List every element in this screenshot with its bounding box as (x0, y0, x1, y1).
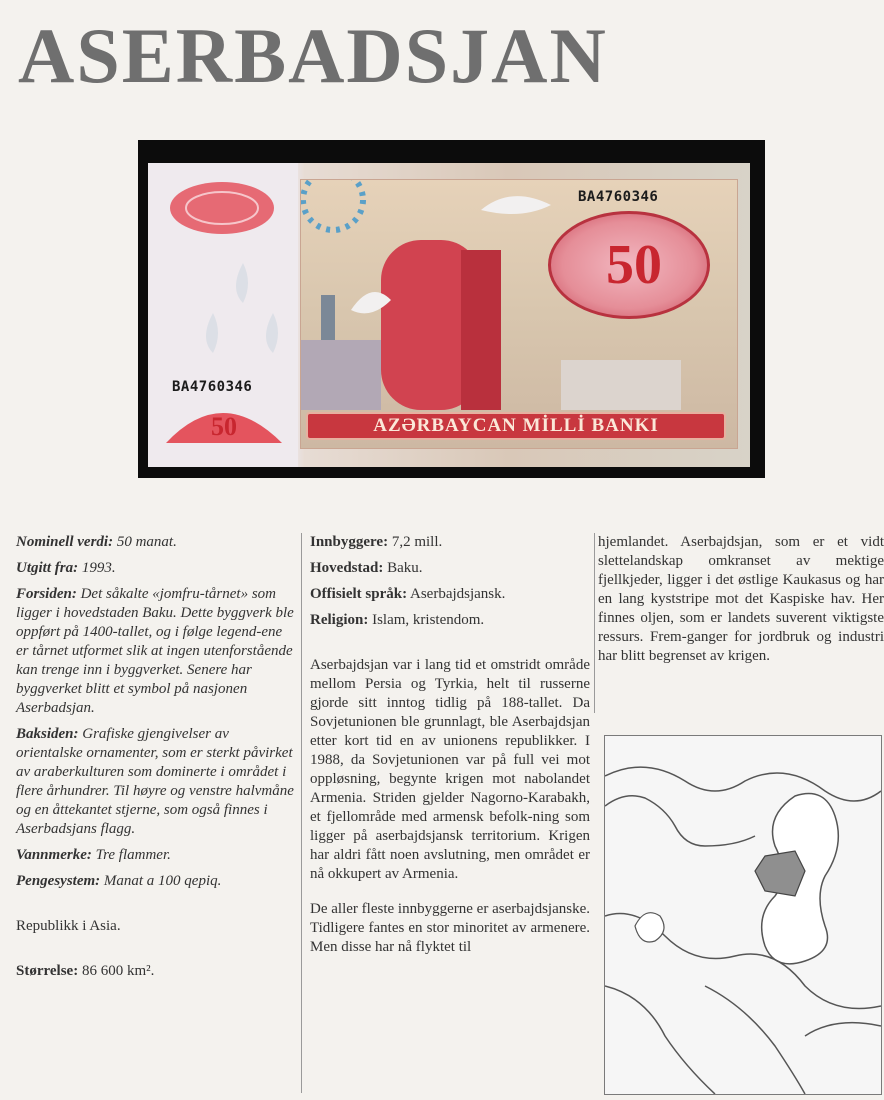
article-continued (598, 533, 884, 666)
info-capital: Hovedstad: Baku. (310, 560, 423, 576)
banknote-image (148, 163, 750, 467)
denomination-value-small: 50 (211, 412, 237, 441)
fact-watermark: Vannmerke: Tre flammer. (16, 847, 171, 863)
banknote-facts (16, 533, 296, 981)
fact-issued: Utgitt fra: 1993. (16, 560, 116, 576)
region-map (604, 735, 882, 1095)
caucasus-map-icon (605, 736, 881, 1094)
article-paragraph: De aller fleste innbyggerne er aserbajdsjanske. Tidligere fantes en stor minoritet av armenere. Men disse har nå flyktet til (310, 901, 590, 955)
denomination-value: 50 (606, 234, 662, 296)
fact-size: Størrelse: 86 600 km². (16, 963, 155, 979)
fact-state: Republikk i Asia. (16, 918, 121, 934)
fact-nominal: Nominell verdi: 50 manat. (16, 534, 177, 550)
info-population: Innbyggere: 7,2 mill. (310, 534, 443, 550)
column-divider (594, 533, 595, 713)
bank-name-band: AZƏRBAYCAN MİLLİ BANKI (306, 412, 726, 440)
country-info (310, 533, 590, 957)
page-title: ASERBADSJAN (18, 12, 608, 99)
info-religion: Religion: Islam, kristendom. (310, 612, 485, 628)
serial-number-left: BA4760346 (172, 379, 253, 395)
fact-currency: Pengesystem: Manat a 100 qepiq. (16, 873, 222, 889)
fact-front: Forsiden: Det såkalte «jomfru-tårnet» som ligger i hovedstaden Baku. Dette byggverk ble oppført på 1400-tallet, og i følge legend-ene er tårnet utformet slik at ingen utenforstående kan trenge inn i byggverket. Senere har byggverket blitt et symbol på nasjonen Aserbadsjan. (16, 586, 294, 716)
article-paragraph: Aserbajdsjan var i lang tid et omstridt område mellom Persia og Tyrkia, helt til russerne gjorde sitt inntog tidlig på 188-tallet. Da Sovjetunionen ble grunnlagt, ble Aserbajdsjan etter kort tid en av unionens republikker. I 1988, da Sovjetunionen var på full vei mot oppløsning, begynte krigen mot nabolandet Armenia. Striden gjelder Nagorno-Karabakh, et fjellområde med armensk befolk-ning som ligger på aserbajdsjansk territorium. Krigen har aldri fått noen avslutning, men området er nå okkupert av Armenia. (310, 657, 590, 882)
fact-back: Baksiden: Grafiske gjengivelser av orientalske ornamenter, som er sterkt påvirket av araberkulturen som dominerte i området i flere århundrer. Til høyre og venstre halvmåne og en åttekantet stjerne, som også finnes i Aserbadsjans flagg. (16, 726, 294, 837)
article-paragraph: hjemlandet. Aserbajdsjan, som er et vidt slettelandskap omkranset av mektige fjellkjeder, ligger i det østlige Kaukasus og har en lang kyststripe mot det Kaspiske hav. Her finnes oljen, som er landets suverent viktigste ressurs. Frem-ganger for jordbruk og industri har blitt begrenset av krigen. (598, 534, 884, 664)
column-divider (301, 533, 302, 1093)
info-language: Offisielt språk: Aserbajdsjansk. (310, 586, 506, 602)
serial-number-top: BA4760346 (578, 189, 659, 205)
